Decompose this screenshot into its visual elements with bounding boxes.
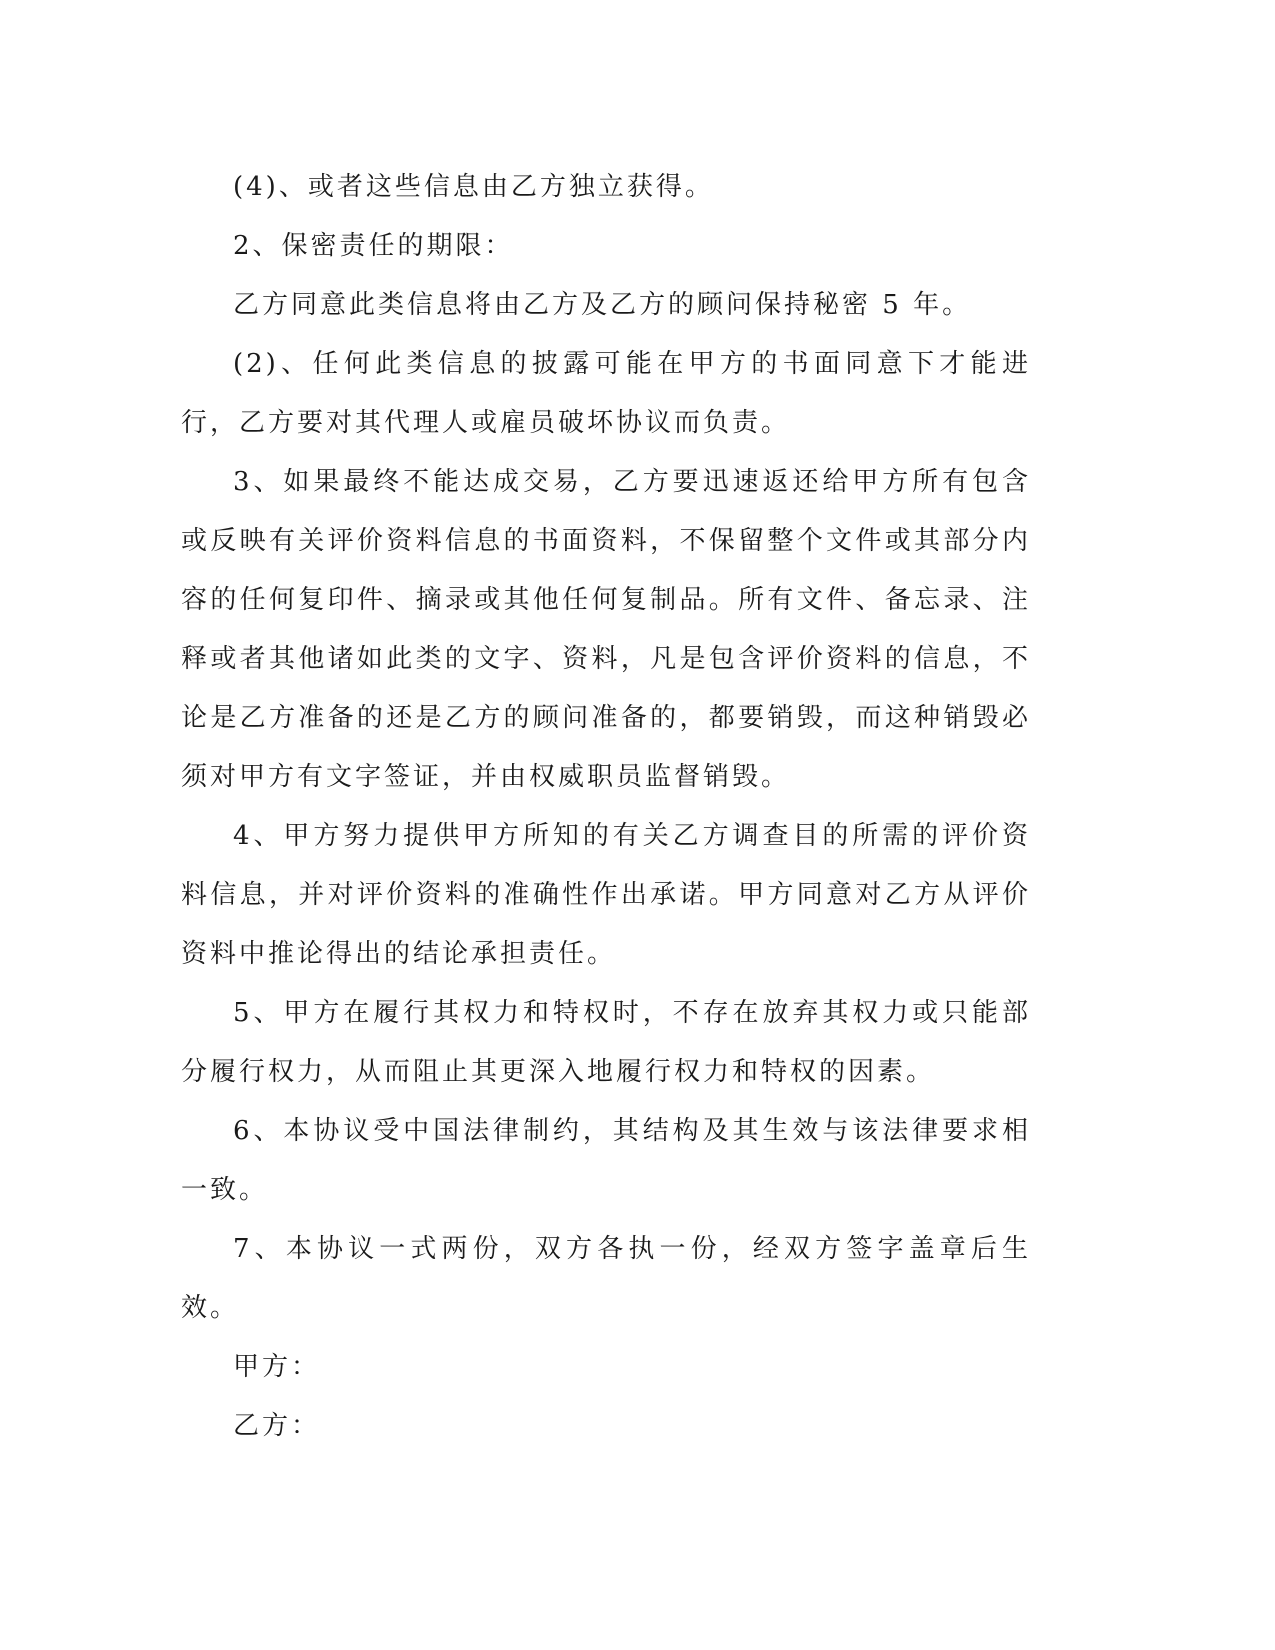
clause-4: 4、甲方努力提供甲方所知的有关乙方调查目的所需的评价资料信息，并对评价资料的准确性作出承诺。甲方同意对乙方从评价资料中推论得出的结论承担责任。 — [181, 821, 1031, 969]
clause-2-term: 乙方同意此类信息将由乙方及乙方的顾问保持秘密 5 年。 — [233, 290, 972, 320]
clause-3: 3、如果最终不能达成交易，乙方要迅速返还给甲方所有包含或反映有关评价资料信息的书面资料，不保留整个文件或其部分内容的任何复印件、摘录或其他任何复制品。所有文件、备忘录、注释或者其他诸如此类的文字、资料，凡是包含评价资料的信息，不论是乙方准备的还是乙方的顾问准备的，都要销毁，而这种销毁必须对甲方有文字签证，并由权威职员监督销毁。 — [181, 467, 1031, 792]
clause-6: 6、本协议受中国法律制约，其结构及其生效与该法律要求相一致。 — [181, 1116, 1031, 1205]
clause-2-heading: 2、保密责任的期限： — [233, 231, 514, 261]
clause-4-item-4: (4)、或者这些信息由乙方独立获得。 — [233, 172, 714, 202]
clause-5: 5、甲方在履行其权力和特权时，不存在放弃其权力或只能部分履行权力，从而阻止其更深入地履行权力和特权的因素。 — [181, 998, 1031, 1087]
party-b-signature-line: 乙方： — [233, 1411, 321, 1441]
clause-2-item-2: (2)、任何此类信息的披露可能在甲方的书面同意下才能进行，乙方要对其代理人或雇员破坏协议而负责。 — [181, 349, 1031, 438]
clause-7: 7、本协议一式两份，双方各执一份，经双方签字盖章后生效。 — [181, 1234, 1031, 1323]
document-body — [181, 158, 1031, 1456]
party-a-signature-line: 甲方： — [233, 1352, 321, 1382]
